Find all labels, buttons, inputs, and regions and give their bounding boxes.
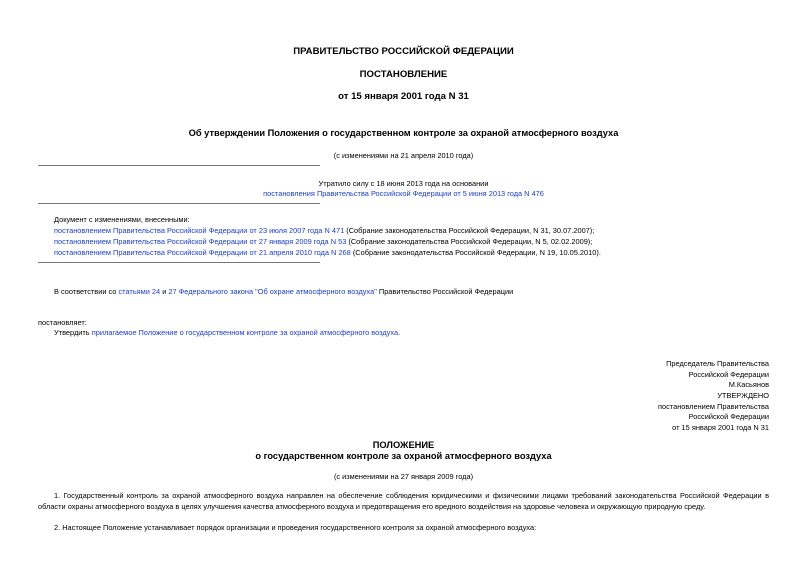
- preamble-text: и: [160, 287, 169, 296]
- amendments-intro: Документ с изменениями, внесенными:: [54, 215, 190, 224]
- document-date-number: от 15 января 2001 года N 31: [338, 91, 469, 102]
- document-type: ПОСТАНОВЛЕНИЕ: [359, 69, 448, 80]
- signature-line: Российской Федерации: [688, 370, 769, 379]
- regulation-subheading: о государственном контроле за охраной атмосферного воздуха: [255, 451, 552, 461]
- law-article-24-link[interactable]: статьями 24: [118, 287, 161, 296]
- approved-line: от 15 января 2001 года N 31: [672, 423, 769, 432]
- decrees-word: постановляет:: [38, 318, 87, 327]
- approve-text: Утвердить: [54, 328, 92, 337]
- approved-line: Российской Федерации: [688, 412, 769, 421]
- regulation-heading: ПОЛОЖЕНИЕ: [372, 440, 435, 450]
- divider: [38, 165, 320, 166]
- amendment-item: [54, 237, 592, 246]
- amendment-item: [54, 248, 601, 257]
- preamble-text: В соответствии со: [54, 287, 119, 296]
- regulation-point-1: 1. Государственный контроль за охраной атмосферного воздуха направлен на обеспечение соблюдения юридическими и физическими лицами требований законодательства Российской Федерации в области охраны атмосферного воздуха в целях улучшения качества атмосферного воздуха и предотвращения его вредного воздействия на здоровье человека и окружающую природную среду.: [38, 491, 769, 511]
- changes-note: (с изменениями на 21 апреля 2010 года): [333, 151, 474, 160]
- amendment-item: [54, 226, 594, 235]
- divider: [38, 262, 320, 263]
- amendment-link[interactable]: постановлением Правительства Российской Федерации от 23 июля 2007 года N 471: [54, 226, 345, 235]
- preamble-text: Правительство Российской Федерации: [376, 287, 514, 296]
- document-title: Об утверждении Положения о государственном контроле за охраной атмосферного воздуха: [188, 128, 619, 138]
- approve-text: .: [398, 328, 401, 337]
- regulation-changes-note: (с изменениями на 27 января 2009 года): [333, 472, 474, 481]
- approve-clause: [54, 328, 400, 337]
- expired-notice: Утратило силу с 18 июня 2013 года на основании: [318, 179, 489, 188]
- amendment-link[interactable]: постановлением Правительства Российской Федерации от 21 апреля 2010 года N 268: [54, 248, 351, 257]
- preamble: [54, 287, 513, 296]
- expired-basis-link[interactable]: постановления Правительства Российской Федерации от 5 июня 2013 года N 476: [263, 189, 544, 198]
- signatory-name: М.Касьянов: [728, 380, 769, 389]
- regulation-point-2: 2. Настоящее Положение устанавливает порядок организации и проведения государственного контроля за охраной атмосферного воздуха:: [54, 523, 537, 532]
- approved-line: постановлением Правительства: [658, 402, 769, 411]
- divider: [38, 203, 320, 204]
- regulation-link[interactable]: прилагаемое Положение о государственном контроле за охраной атмосферного воздуха: [91, 328, 399, 337]
- amendment-source: (Собрание законодательства Российской Федерации, N 5, 02.02.2009);: [346, 237, 593, 246]
- law-article-27-link[interactable]: 27 Федерального закона "Об охране атмосферного воздуха": [168, 287, 377, 296]
- amendment-link[interactable]: постановлением Правительства Российской Федерации от 27 января 2009 года N 53: [54, 237, 347, 246]
- approved-stamp: УТВЕРЖДЕНО: [717, 391, 769, 400]
- amendment-source: (Собрание законодательства Российской Федерации, N 19, 10.05.2010).: [350, 248, 601, 257]
- amendment-source: (Собрание законодательства Российской Федерации, N 31, 30.07.2007);: [344, 226, 595, 235]
- government-name: ПРАВИТЕЛЬСТВО РОССИЙСКОЙ ФЕДЕРАЦИИ: [293, 46, 514, 57]
- signature-line: Председатель Правительства: [666, 359, 769, 368]
